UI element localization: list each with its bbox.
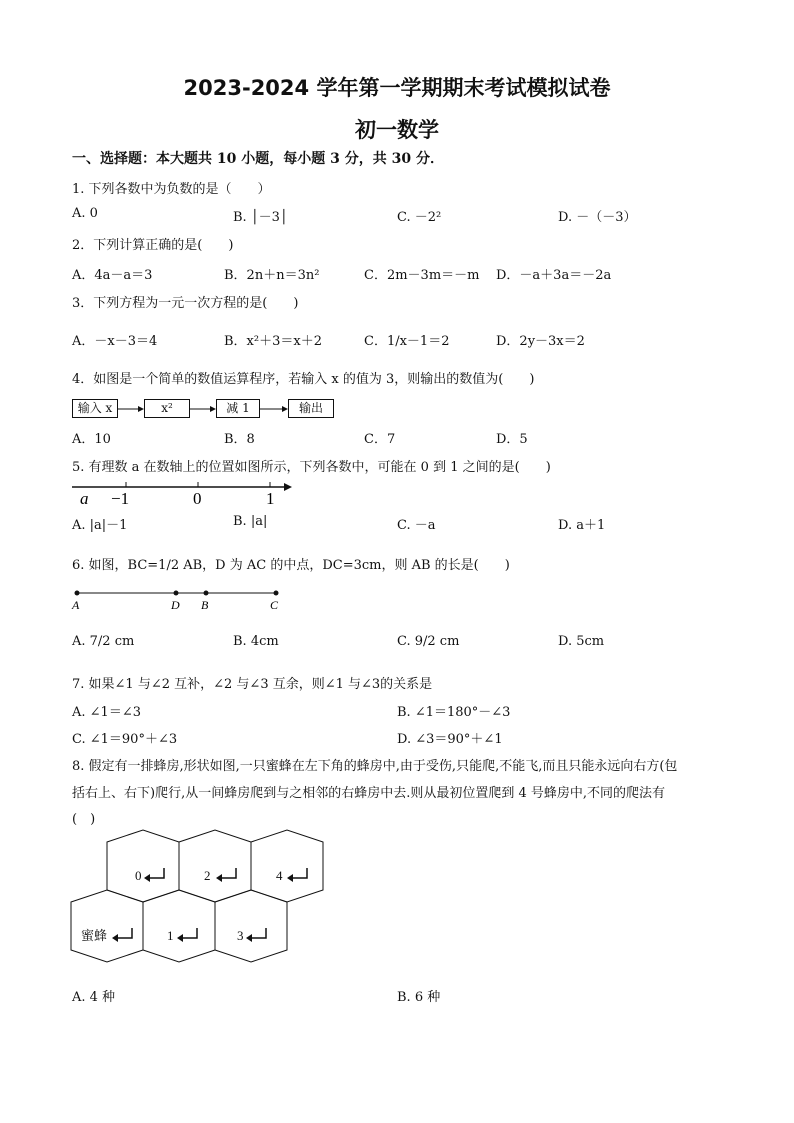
- q4-option-b: B．8: [224, 432, 255, 447]
- q8-option-b: B. 6 种: [397, 990, 441, 1005]
- numberline-label-a: a: [80, 489, 89, 508]
- q6-option-d: D. 5cm: [558, 634, 605, 649]
- q7-option-d: D. ∠3＝90°＋∠1: [397, 732, 503, 747]
- numberline-label-1: 1: [266, 489, 275, 508]
- section-heading: 一、选择题：本大题共 10 小题，每小题 3 分，共 30 分．: [72, 151, 444, 167]
- q5-option-d: D. a＋1: [558, 518, 606, 533]
- q6-option-a: A. 7/2 cm: [72, 634, 135, 649]
- exam-title: 2023-2024 学年第一学期期末考试模拟试卷: [183, 76, 611, 100]
- exam-subtitle: 初一数学: [355, 118, 439, 142]
- cell-hex-1: [143, 890, 215, 962]
- q2-option-a: A．4a－a＝3: [72, 268, 153, 283]
- q5-option-a: A. |a|－1: [72, 518, 128, 533]
- segment-diagram: [0, 585, 794, 613]
- q1-option-a: A. 0: [72, 206, 98, 221]
- flow-box-minus-one: 减 1: [216, 399, 260, 418]
- question-8-stem-line3: ( ): [72, 812, 96, 827]
- flow-arrows: [0, 399, 794, 419]
- return-arrow-icon: [150, 868, 164, 878]
- flow-box-input: 输入 x: [72, 399, 118, 418]
- cell-hex-3: [215, 890, 287, 962]
- q5-option-c: C. －a: [397, 518, 436, 533]
- q3-option-b: B．x²＋3＝x＋2: [224, 334, 322, 349]
- flow-box-square: x²: [144, 399, 190, 418]
- q6-option-b: B. 4cm: [233, 634, 279, 649]
- q7-option-c: C. ∠1＝90°＋∠3: [72, 732, 178, 747]
- return-arrow-icon: [118, 928, 132, 938]
- flow-box-output: 输出: [288, 399, 334, 418]
- cell-hex-0: [107, 830, 179, 902]
- cell-label-2: 2: [204, 868, 211, 883]
- q8-option-a: A. 4 种: [72, 990, 116, 1005]
- q3-option-a: A．－x－3＝4: [72, 334, 158, 349]
- q4-option-d: D．5: [496, 432, 528, 447]
- return-arrow-icon: [222, 868, 236, 878]
- return-arrow-icon: [293, 868, 307, 878]
- segment-label-c: C: [270, 598, 279, 612]
- return-arrow-icon: [252, 928, 266, 938]
- question-8-stem-line2: 括右上、右下)爬行,从一间蜂房爬到与之相邻的右蜂房中去.则从最初位置爬到 4 号蜂房中,不同的爬法有: [72, 786, 666, 801]
- q6-option-c: C. 9/2 cm: [397, 634, 460, 649]
- question-3-stem: 3．下列方程为一元一次方程的是( ): [72, 296, 299, 311]
- segment-label-d: D: [171, 598, 180, 612]
- question-1-stem: 1. 下列各数中为负数的是（ ）: [72, 182, 271, 197]
- cell-hex-2: [179, 830, 251, 902]
- honeycomb-diagram: [0, 828, 794, 978]
- q2-option-b: B．2n＋n＝3n²: [224, 268, 320, 283]
- cell-label-3: 3: [237, 928, 244, 943]
- return-arrow-icon: [183, 928, 197, 938]
- question-4-stem: 4．如图是一个简单的数值运算程序，若输入 x 的值为 3，则输出的数值为( ): [72, 372, 535, 387]
- segment-label-b: B: [201, 598, 209, 612]
- question-8-stem-line1: 8. 假定有一排蜂房,形状如图,一只蜜蜂在左下角的蜂房中,由于受伤,只能爬,不能飞,而且只能永远向右方(包: [72, 759, 678, 774]
- numberline-label-neg1: −1: [111, 489, 130, 508]
- cell-label-4: 4: [276, 868, 283, 883]
- question-6-stem: 6. 如图，BC=1/2 AB，D 为 AC 的中点，DC=3cm，则 AB 的长是( ): [72, 558, 510, 573]
- q2-option-c: C．2m－3m＝－m: [364, 268, 480, 283]
- q5-option-b: B. |a|: [233, 514, 268, 529]
- numberline-label-0: 0: [193, 489, 202, 508]
- q7-option-a: A. ∠1＝∠3: [72, 705, 141, 720]
- cell-label-1: 1: [167, 928, 174, 943]
- q2-option-d: D．－a＋3a＝－2a: [496, 268, 612, 283]
- cell-label-0: 0: [135, 868, 142, 883]
- number-line: [0, 480, 794, 510]
- cell-hex-4: [251, 830, 323, 902]
- question-5-stem: 5. 有理数 a 在数轴上的位置如图所示，下列各数中，可能在 0 到 1 之间的是( ): [72, 460, 551, 475]
- q4-option-a: A．10: [72, 432, 111, 447]
- question-7-stem: 7. 如果∠1 与∠2 互补，∠2 与∠3 互余，则∠1 与∠3的关系是: [72, 677, 433, 692]
- q3-option-c: C．1/x－1＝2: [364, 334, 450, 349]
- question-2-stem: 2．下列计算正确的是( ): [72, 238, 234, 253]
- cell-label-bee: 蜜蜂: [81, 928, 108, 943]
- q3-option-d: D．2y－3x＝2: [496, 334, 585, 349]
- q1-option-b: B. │－3│: [233, 210, 288, 225]
- q1-option-c: C. －2²: [397, 210, 442, 225]
- q1-option-d: D. －（－3）: [558, 210, 637, 225]
- q4-option-c: C．7: [364, 432, 396, 447]
- cell-hex-bee: [71, 890, 143, 962]
- segment-label-a: A: [72, 598, 80, 612]
- q7-option-b: B. ∠1＝180°－∠3: [397, 705, 511, 720]
